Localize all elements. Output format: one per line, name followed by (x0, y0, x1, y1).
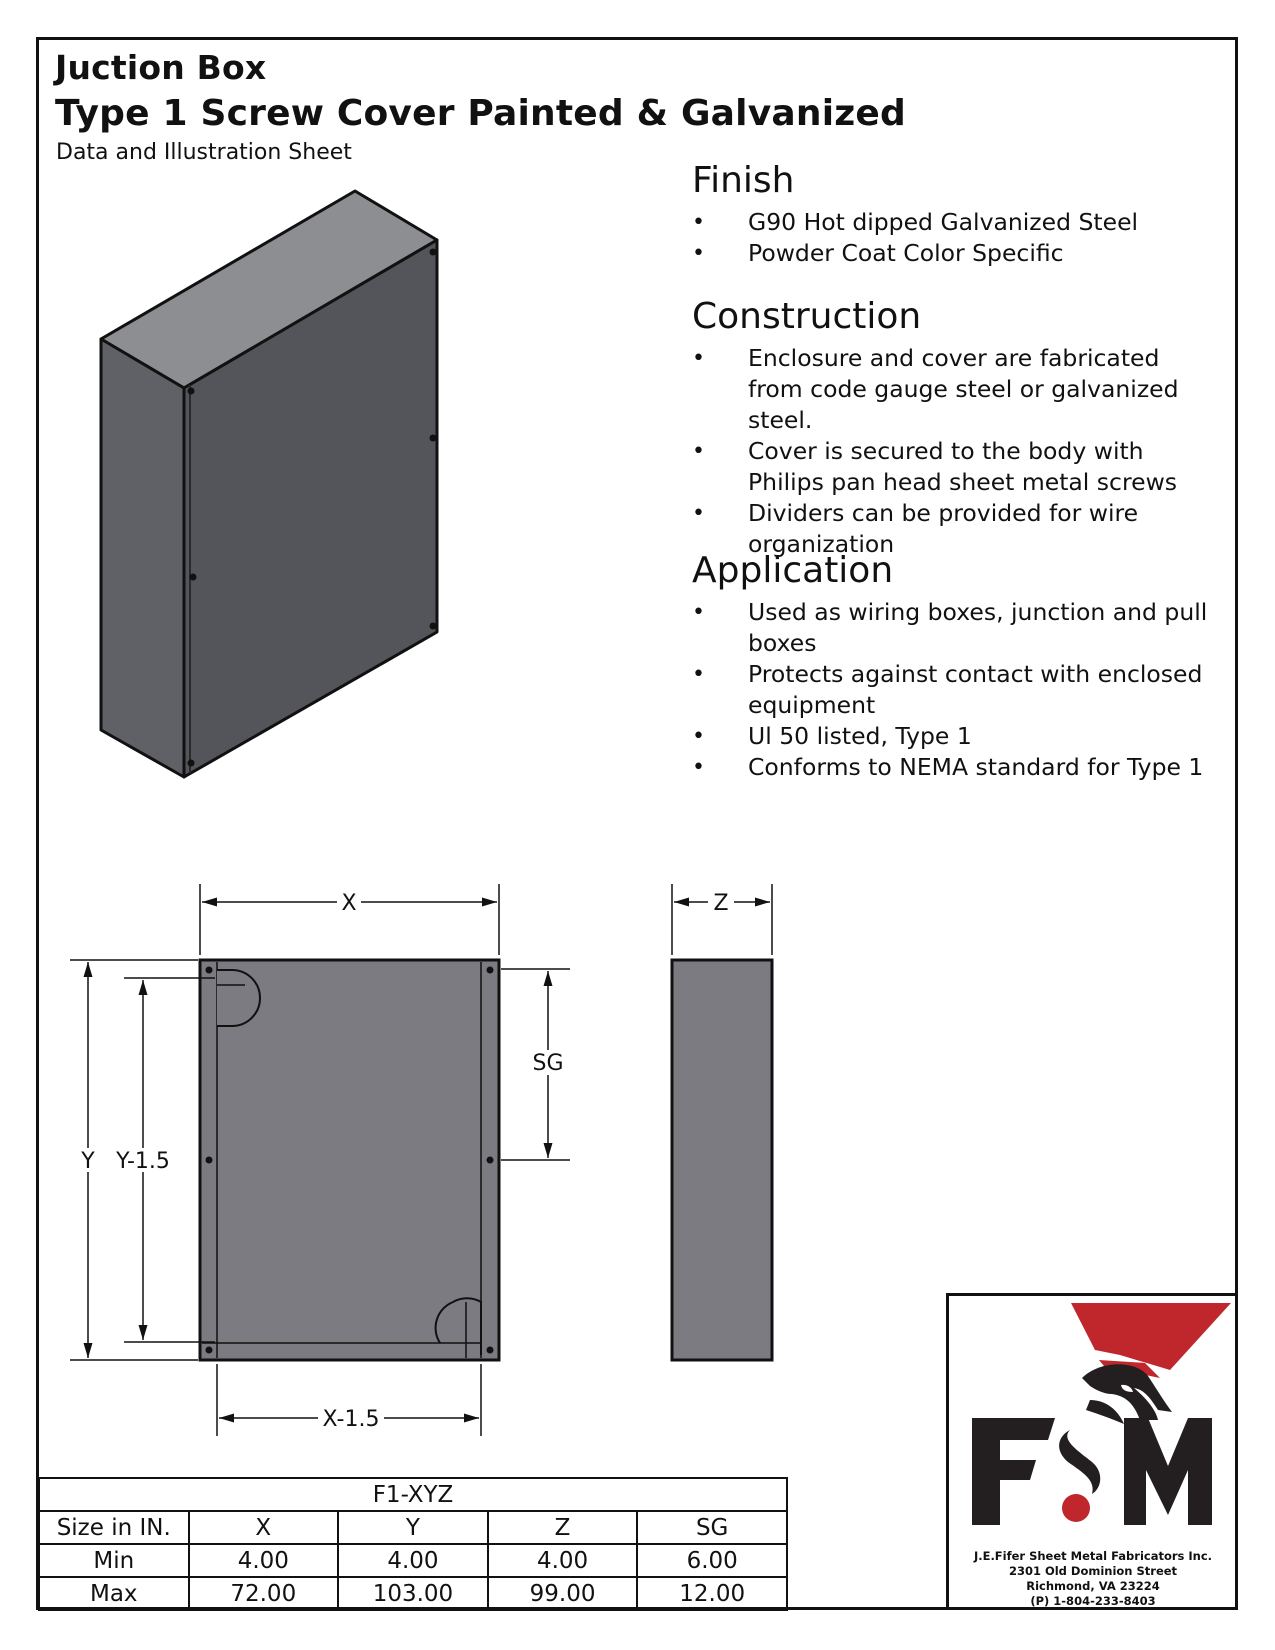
dim-sg-label: SG (532, 1051, 564, 1076)
table-cell: 4.00 (488, 1544, 638, 1577)
isometric-box-illustration (101, 191, 437, 777)
application-item: • Used as wiring boxes, junction and pull boxes (692, 597, 1212, 659)
table-model-header: F1-XYZ (39, 1478, 787, 1511)
dim-z-label: Z (713, 891, 729, 916)
table-header-cell: Y (338, 1511, 488, 1544)
table-cell: Max (39, 1577, 189, 1610)
dim-x-inner-label: X-1.5 (322, 1407, 380, 1432)
company-street: 2301 Old Dominion Street (1008, 1564, 1178, 1578)
table-cell: 12.00 (637, 1577, 787, 1610)
table-header-cell: Size in IN. (39, 1511, 189, 1544)
finish-item: • Powder Coat Color Specific (692, 238, 1232, 269)
application-item: • Ul 50 listed, Type 1 (692, 721, 1212, 752)
table-cell: Min (39, 1544, 189, 1577)
company-name: J.E.Fifer Sheet Metal Fabricators Inc. (973, 1549, 1213, 1563)
dim-y-label: Y (81, 1149, 95, 1174)
table-header-cell: X (189, 1511, 339, 1544)
finish-heading: Finish (692, 160, 795, 201)
sheet-type-label: Data and Illustration Sheet (56, 140, 352, 165)
table-cell: 72.00 (189, 1577, 339, 1610)
construction-item: • Cover is secured to the body with Philips pan head sheet metal screws (692, 436, 1212, 498)
construction-heading: Construction (692, 296, 922, 337)
table-cell: 99.00 (488, 1577, 638, 1610)
page-subtitle-product: Type 1 Screw Cover Painted & Galvanized (55, 93, 906, 134)
company-info (950, 1549, 1236, 1609)
application-item: • Protects against contact with enclosed equipment (692, 659, 1212, 721)
company-phone: (P) 1-804-233-8403 (1030, 1594, 1156, 1608)
dim-y-inner-label: Y-1.5 (116, 1149, 170, 1174)
table-cell: 4.00 (338, 1544, 488, 1577)
construction-item: • Enclosure and cover are fabricated from code gauge steel or galvanized steel. (692, 343, 1212, 436)
dim-x-label: X (341, 891, 357, 916)
finish-item: • G90 Hot dipped Galvanized Steel (692, 207, 1232, 238)
side-view-drawing (672, 960, 772, 1360)
application-item: • Conforms to NEMA standard for Type 1 (692, 752, 1212, 783)
table-header-cell: Z (488, 1511, 638, 1544)
table-cell: 6.00 (637, 1544, 787, 1577)
table-row (39, 1544, 787, 1577)
construction-item: • Dividers can be provided for wire organization (692, 498, 1212, 560)
company-city: Richmond, VA 23224 (1026, 1579, 1160, 1593)
page-title: Juction Box (55, 48, 267, 87)
table-row (39, 1577, 787, 1610)
table-cell: 103.00 (338, 1577, 488, 1610)
front-view-drawing (200, 960, 499, 1360)
table-cell: 4.00 (189, 1544, 339, 1577)
size-table (38, 1477, 788, 1611)
application-heading: Application (692, 550, 894, 591)
table-header-row (39, 1511, 787, 1544)
table-header-cell: SG (637, 1511, 787, 1544)
